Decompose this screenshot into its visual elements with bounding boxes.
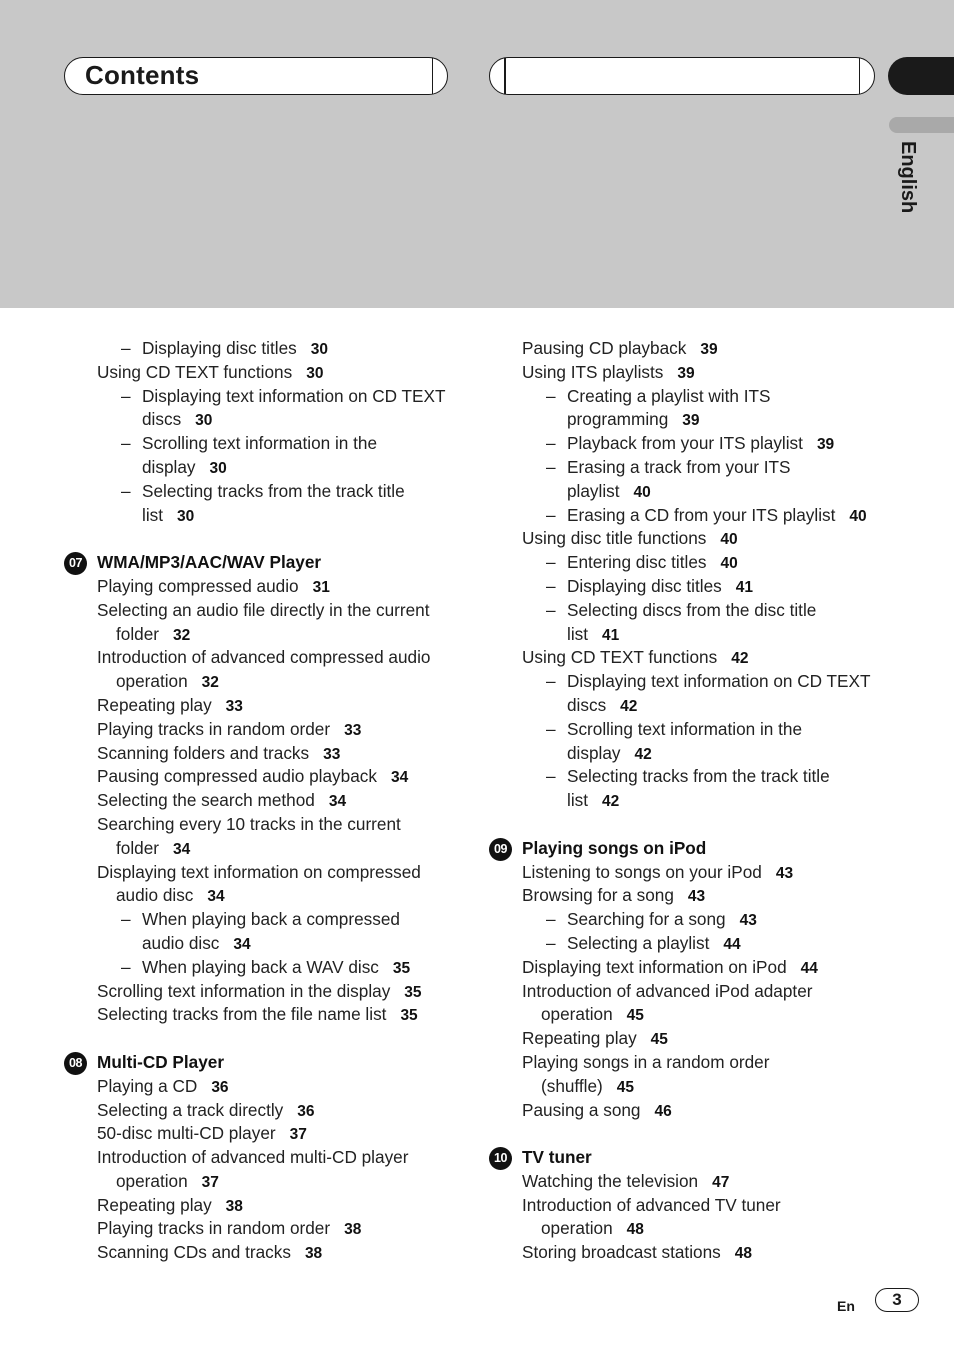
page-ref: 45: [650, 1031, 668, 1049]
toc-subentry: [489, 623, 889, 647]
toc-subentry: [489, 551, 889, 575]
toc-entry: [489, 527, 889, 551]
entry-text: Displaying disc titles: [567, 575, 722, 596]
entry-text: Selecting a track directly: [97, 1099, 284, 1120]
page-ref: 33: [225, 697, 243, 715]
toc-subentry: [489, 385, 889, 409]
page-ref: 33: [323, 745, 341, 763]
entry-text: folder: [116, 837, 159, 858]
entry-text: audio disc: [116, 885, 194, 906]
page-ref: 31: [312, 578, 330, 596]
toc-entry: [64, 742, 464, 766]
page-ref: 44: [800, 959, 818, 977]
page-ref: 48: [626, 1221, 644, 1239]
section-number-badge: 10: [489, 1147, 512, 1170]
section-spacer: [489, 813, 889, 837]
blank-header-box: [489, 57, 875, 95]
entry-text: Selecting tracks from the track title: [142, 480, 405, 501]
section-number-badge: 08: [64, 1052, 87, 1075]
toc-subentry: [489, 575, 889, 599]
toc-entry: [64, 718, 464, 742]
entry-text: Using disc title functions: [522, 528, 707, 549]
page-ref: 34: [207, 888, 225, 906]
page-ref: 45: [616, 1078, 635, 1096]
entry-text: operation: [116, 671, 188, 692]
toc-entry: [489, 1217, 889, 1241]
toc-entry: [64, 1217, 464, 1241]
page-ref: 42: [731, 650, 749, 668]
dash-bullet: –: [546, 909, 556, 930]
entry-text: Browsing for a song: [522, 885, 674, 906]
page-ref: 38: [225, 1197, 243, 1215]
page-ref: 40: [720, 555, 738, 573]
page-ref: 34: [328, 793, 347, 811]
entry-text: display: [567, 742, 621, 763]
page-ref: 30: [306, 364, 324, 382]
page-ref: 30: [310, 341, 328, 358]
entry-text: Pausing CD playback: [522, 338, 687, 358]
entry-text: Watching the television: [522, 1170, 699, 1191]
entry-text: Scrolling text information in the: [142, 433, 378, 454]
toc-subentry: [64, 385, 464, 409]
toc-subentry: [64, 337, 464, 361]
toc-section-heading: [64, 1051, 464, 1075]
entry-text: playlist: [567, 480, 620, 501]
toc-entry: [64, 980, 464, 1004]
toc-entry: [489, 1241, 889, 1265]
page-ref: 40: [720, 531, 738, 549]
toc-entry: [64, 861, 464, 885]
toc-subentry: [64, 932, 464, 956]
section-spacer: [64, 527, 464, 551]
page-title: Contents: [85, 60, 200, 90]
page-ref: 36: [211, 1078, 229, 1096]
dash-bullet: –: [546, 385, 556, 406]
page-ref: 35: [400, 1007, 418, 1025]
dash-bullet: –: [546, 433, 556, 454]
toc-entry: [489, 337, 889, 361]
toc-subentry: [489, 599, 889, 623]
language-tab-marker: [889, 117, 954, 133]
entry-text: Playing songs in a random order: [522, 1051, 770, 1072]
dash-bullet: –: [121, 385, 131, 406]
toc-left-column: [64, 337, 464, 1265]
dash-bullet: –: [546, 552, 556, 573]
toc-entry: [64, 1194, 464, 1218]
toc-right-column: [489, 337, 889, 1265]
entry-text: Displaying text information on CD TEXT: [567, 671, 871, 692]
page-ref: 37: [289, 1126, 307, 1144]
page-ref: 39: [682, 412, 700, 430]
page-ref: 38: [344, 1221, 362, 1239]
page-ref: 30: [195, 412, 213, 430]
toc-subentry: [489, 789, 889, 813]
page-ref: 34: [173, 840, 191, 858]
dash-bullet: –: [546, 932, 556, 953]
entry-text: Scrolling text information in the display: [97, 980, 391, 1001]
dash-bullet: –: [546, 504, 556, 525]
entry-text: Displaying text information on CD TEXT: [142, 385, 446, 406]
entry-text: Scrolling text information in the: [567, 718, 803, 739]
entry-text: Repeating play: [97, 694, 212, 715]
toc-entry: [64, 1241, 464, 1265]
page-ref: 42: [620, 697, 638, 715]
toc-entry: [64, 1075, 464, 1099]
toc-subentry: [64, 504, 464, 528]
entry-text: Introduction of advanced iPod adapter: [522, 980, 813, 1001]
toc-entry: [64, 1170, 464, 1194]
page-ref: 34: [233, 935, 251, 953]
entry-text: Playing tracks in random order: [97, 718, 331, 739]
entry-text: Displaying text information on iPod: [522, 956, 787, 977]
section-title: TV tuner: [522, 1147, 592, 1168]
entry-text: Listening to songs on your iPod: [522, 861, 762, 882]
toc-entry: [64, 789, 464, 813]
toc-entry: [64, 623, 464, 647]
toc-entry: [64, 1146, 464, 1170]
page-ref: 35: [404, 983, 422, 1001]
section-spacer: [489, 1122, 889, 1146]
page-ref: 44: [723, 935, 741, 953]
toc-subentry: [489, 670, 889, 694]
page-ref: 47: [712, 1173, 730, 1191]
contents-title-box: [64, 57, 448, 95]
toc-entry: [64, 884, 464, 908]
entry-text: Searching every 10 tracks in the current: [97, 813, 401, 834]
entry-text: operation: [116, 1170, 188, 1191]
entry-text: audio disc: [142, 932, 220, 953]
page-number: 3: [875, 1288, 919, 1312]
page-ref: 45: [626, 1007, 644, 1025]
toc-entry: [64, 646, 464, 670]
toc-subentry: [64, 956, 464, 980]
entry-text: Displaying text information on compressed: [97, 861, 421, 882]
toc-section-heading: [489, 837, 889, 861]
language-label: English: [897, 141, 919, 214]
entry-text: Introduction of advanced compressed audio: [97, 647, 431, 668]
section-number-badge: 07: [64, 552, 87, 575]
entry-text: Selecting tracks from the track title: [567, 766, 830, 787]
toc-entry: [489, 861, 889, 885]
toc-entry: [64, 599, 464, 623]
entry-text: When playing back a compressed: [142, 909, 400, 930]
toc-entry: [489, 1170, 889, 1194]
toc-entry: [64, 765, 464, 789]
toc-subentry: [64, 408, 464, 432]
dash-bullet: –: [121, 433, 131, 454]
entry-text: list: [567, 790, 589, 811]
toc-entry: [489, 884, 889, 908]
toc-entry: [489, 646, 889, 670]
toc-subentry: [489, 742, 889, 766]
header-band: [0, 0, 954, 308]
entry-text: Using ITS playlists: [522, 361, 664, 382]
entry-text: (shuffle): [541, 1075, 603, 1096]
entry-text: Playing a CD: [97, 1075, 198, 1096]
dash-bullet: –: [121, 338, 131, 358]
entry-text: operation: [541, 1004, 613, 1025]
entry-text: operation: [541, 1218, 613, 1239]
dash-bullet: –: [546, 456, 556, 477]
entry-text: Selecting an audio file directly in the current: [97, 599, 430, 620]
page-ref: 42: [634, 745, 652, 763]
page-ref: 30: [177, 507, 195, 525]
toc-entry: [489, 1075, 889, 1099]
toc-subentry: [489, 504, 889, 528]
page-ref: 40: [849, 507, 867, 525]
page-ref: 41: [602, 626, 620, 644]
entry-text: Using CD TEXT functions: [97, 361, 293, 382]
toc-entry: [64, 694, 464, 718]
entry-text: Selecting a playlist: [567, 932, 710, 953]
entry-text: Pausing compressed audio playback: [97, 766, 377, 787]
entry-text: Searching for a song: [567, 909, 726, 930]
page-ref: 35: [392, 959, 411, 977]
toc-entry: [489, 956, 889, 980]
toc-entry: [64, 575, 464, 599]
toc-subentry: [489, 932, 889, 956]
toc-subentry: [64, 456, 464, 480]
toc-subentry: [489, 480, 889, 504]
dash-bullet: –: [121, 909, 131, 930]
toc-subentry: [489, 432, 889, 456]
section-spacer: [64, 1027, 464, 1051]
entry-text: Repeating play: [97, 1194, 212, 1215]
dash-bullet: –: [546, 575, 556, 596]
page-ref: 36: [297, 1102, 315, 1120]
entry-text: list: [142, 504, 164, 525]
page-ref: 32: [201, 674, 219, 692]
page-ref: 39: [816, 436, 835, 454]
dash-bullet: –: [121, 480, 131, 501]
toc-subentry: [64, 908, 464, 932]
page-ref: 43: [687, 888, 706, 906]
entry-text: Selecting discs from the disc title: [567, 599, 817, 620]
entry-text: Playing tracks in random order: [97, 1218, 331, 1239]
toc-subentry: [64, 480, 464, 504]
toc-entry: [489, 1003, 889, 1027]
toc-entry: [64, 361, 464, 385]
page-ref: 32: [173, 626, 191, 644]
section-title: Playing songs on iPod: [522, 837, 707, 858]
dash-bullet: –: [546, 718, 556, 739]
dash-bullet: –: [546, 766, 556, 787]
toc-subentry: [489, 765, 889, 789]
entry-text: Displaying disc titles: [142, 338, 297, 358]
page-ref: 39: [677, 364, 695, 382]
page-ref: 38: [304, 1245, 323, 1263]
entry-text: Scanning CDs and tracks: [97, 1242, 291, 1263]
dash-bullet: –: [546, 599, 556, 620]
toc-subentry: [64, 432, 464, 456]
toc-entry: [64, 1122, 464, 1146]
toc-entry: [489, 1194, 889, 1218]
page-ref: 39: [700, 341, 718, 358]
entry-text: Selecting the search method: [97, 790, 315, 811]
entry-text: When playing back a WAV disc: [142, 956, 379, 977]
dash-bullet: –: [121, 956, 131, 977]
toc-entry: [64, 1099, 464, 1123]
page-ref: 37: [201, 1173, 219, 1191]
toc-section-heading: [64, 551, 464, 575]
entry-text: discs: [142, 409, 182, 430]
page-ref: 46: [654, 1102, 672, 1120]
toc-entry: [64, 813, 464, 837]
toc-subentry: [489, 408, 889, 432]
page-ref: 33: [344, 721, 362, 739]
page-ref: 30: [209, 459, 227, 477]
section-number-badge: 09: [489, 838, 512, 861]
entry-text: programming: [567, 409, 669, 430]
page-ref: 43: [739, 912, 757, 930]
dash-bullet: –: [546, 671, 556, 692]
entry-text: Pausing a song: [522, 1099, 641, 1120]
entry-text: Erasing a CD from your ITS playlist: [567, 504, 836, 525]
entry-text: Introduction of advanced multi-CD player: [97, 1147, 409, 1168]
entry-text: Erasing a track from your ITS: [567, 456, 791, 477]
entry-text: 50-disc multi-CD player: [97, 1123, 276, 1144]
section-title: WMA/MP3/AAC/WAV Player: [97, 552, 322, 573]
entry-text: Playback from your ITS playlist: [567, 433, 803, 454]
toc-subentry: [489, 908, 889, 932]
section-title: Multi-CD Player: [97, 1051, 225, 1072]
toc-section-heading: [489, 1146, 889, 1170]
toc-subentry: [489, 718, 889, 742]
toc-entry: [489, 1051, 889, 1075]
page-ref: 40: [633, 483, 651, 501]
entry-text: Entering disc titles: [567, 552, 707, 573]
toc-entry: [489, 361, 889, 385]
entry-text: discs: [567, 694, 607, 715]
toc-subentry: [489, 456, 889, 480]
toc-entry: [489, 980, 889, 1004]
entry-text: Creating a playlist with ITS: [567, 385, 771, 406]
page-ref: 43: [775, 864, 794, 882]
page-ref: 34: [390, 769, 409, 787]
toc-entry: [64, 670, 464, 694]
toc-subentry: [489, 694, 889, 718]
entry-text: folder: [116, 623, 159, 644]
entry-text: Playing compressed audio: [97, 575, 299, 596]
toc-entry: [64, 1003, 464, 1027]
page-ref: 48: [734, 1245, 752, 1263]
toc-entry: [489, 1099, 889, 1123]
entry-text: Introduction of advanced TV tuner: [522, 1194, 781, 1215]
entry-text: Scanning folders and tracks: [97, 742, 310, 763]
entry-text: Selecting tracks from the file name list: [97, 1004, 387, 1025]
toc-entry: [64, 837, 464, 861]
entry-text: list: [567, 623, 589, 644]
section-tab: [888, 57, 954, 95]
toc-entry: [489, 1027, 889, 1051]
page-ref: 42: [602, 793, 620, 811]
entry-text: Repeating play: [522, 1028, 637, 1049]
entry-text: Storing broadcast stations: [522, 1242, 721, 1263]
entry-text: display: [142, 456, 196, 477]
footer-language-code: En: [837, 1298, 855, 1314]
page-ref: 41: [735, 578, 753, 596]
entry-text: Using CD TEXT functions: [522, 647, 718, 668]
